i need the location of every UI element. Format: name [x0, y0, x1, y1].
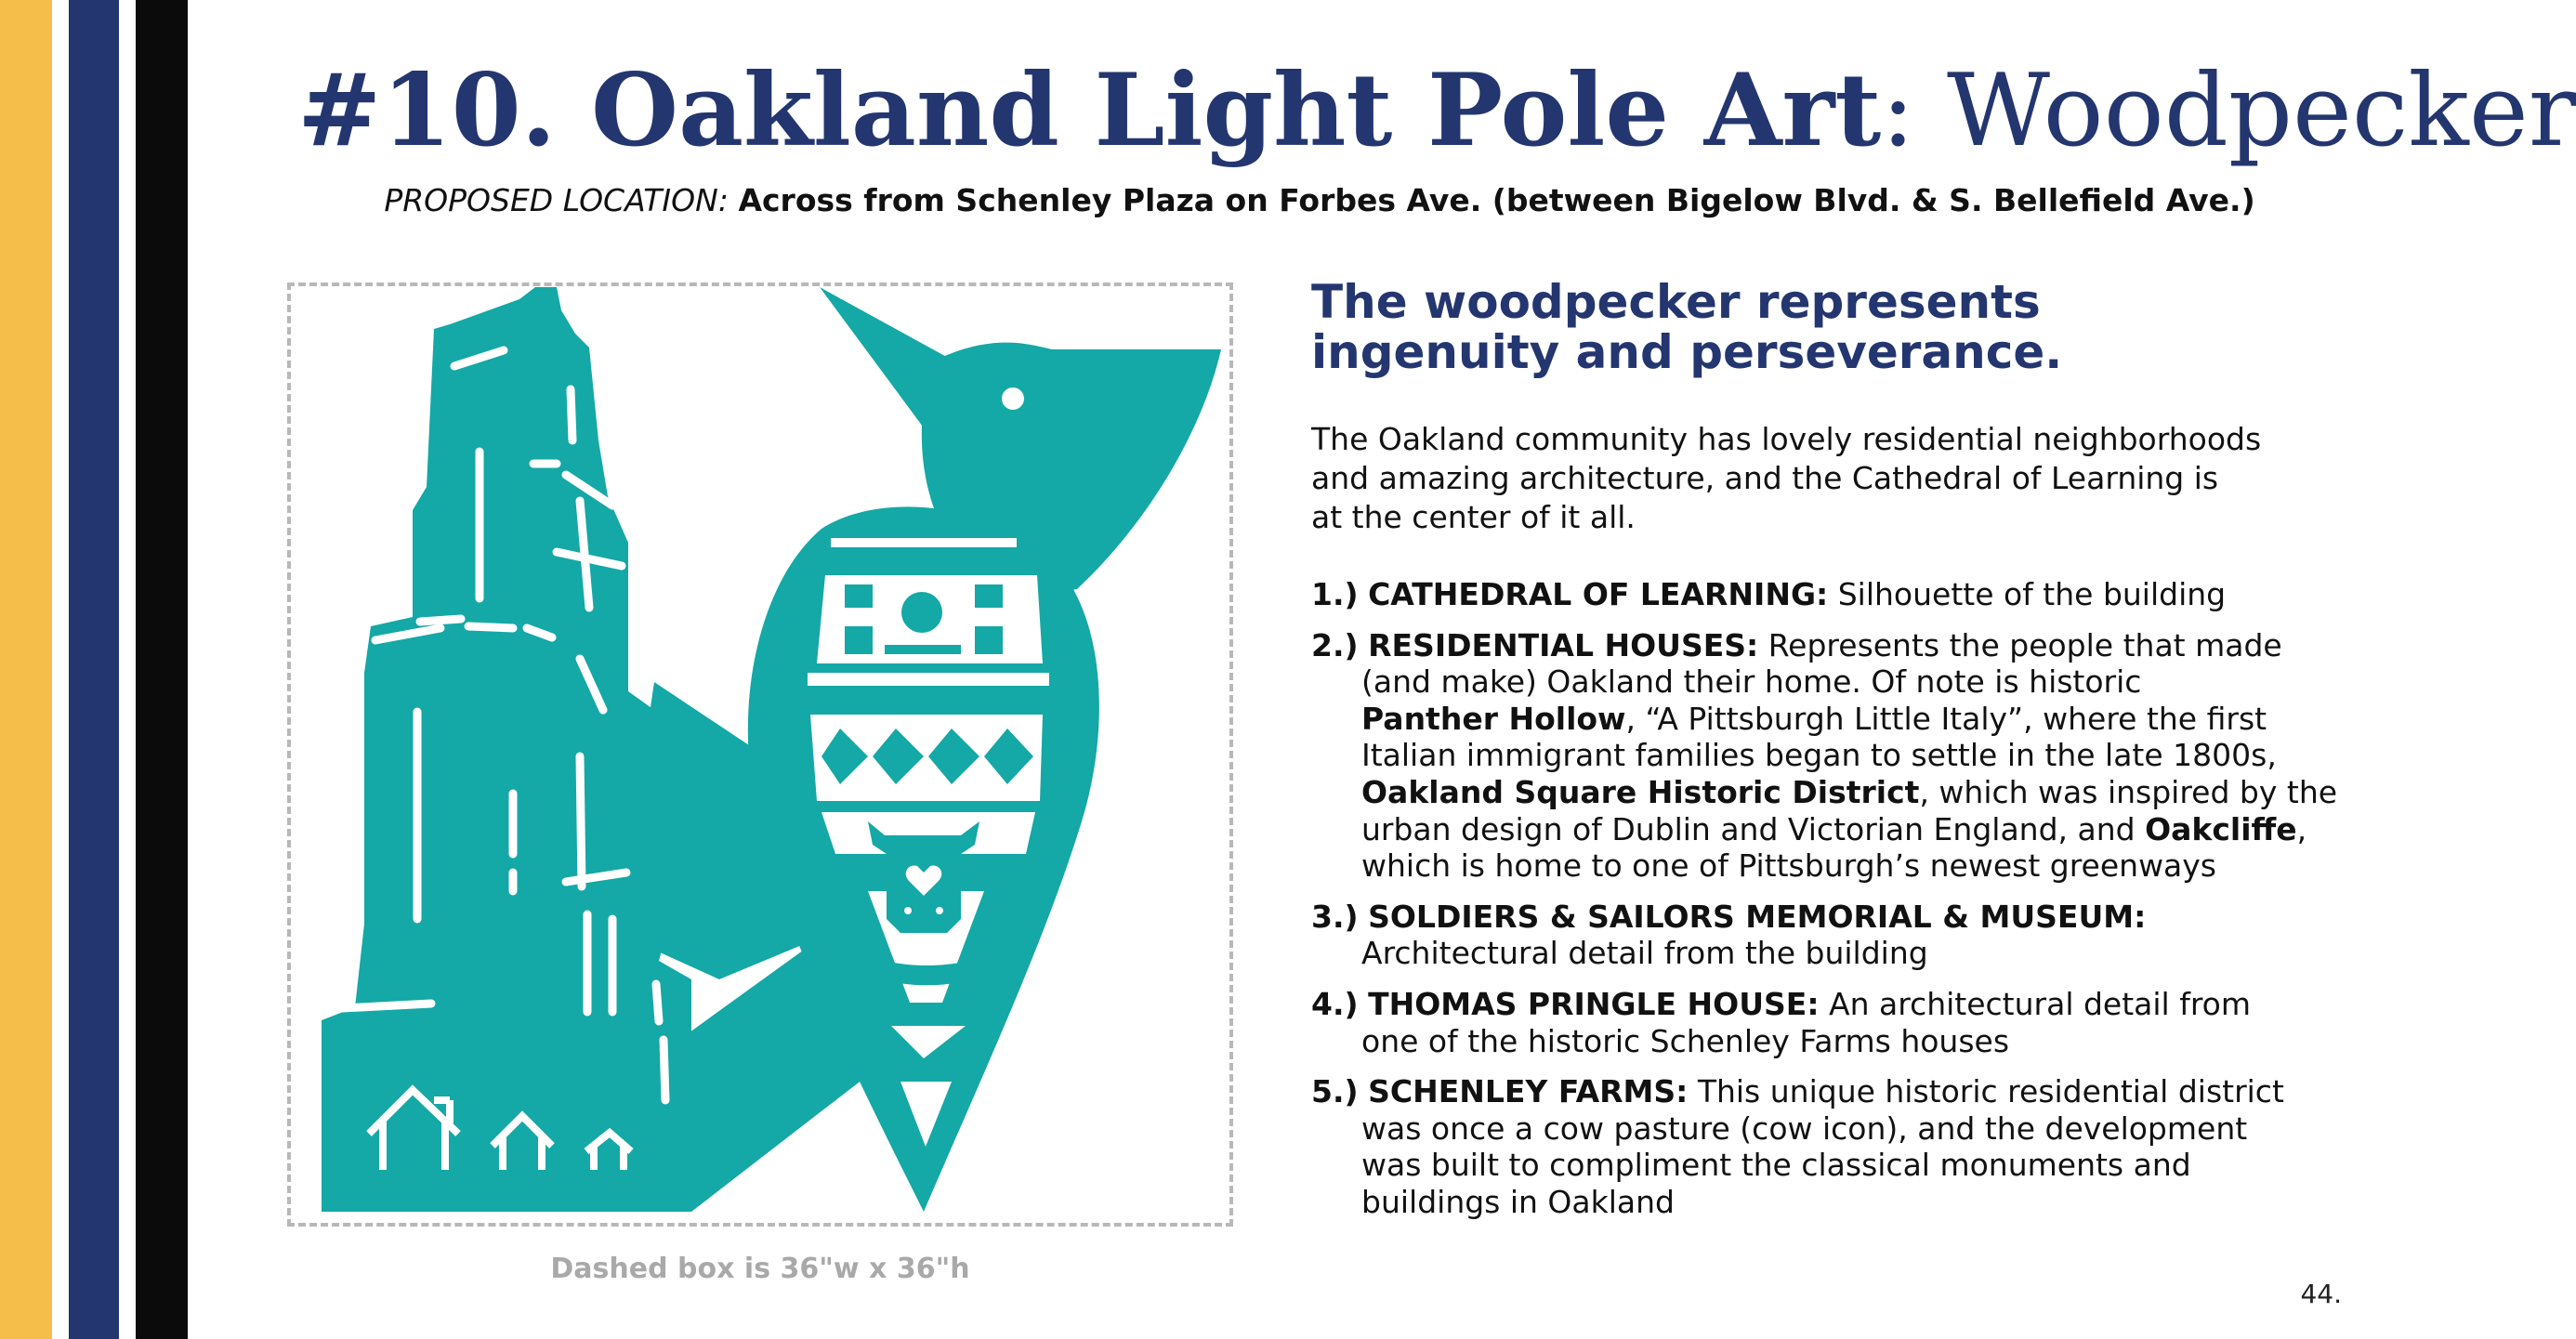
- item-text: Represents the people that made: [1758, 626, 2282, 663]
- heading-line: The woodpecker represents: [1311, 275, 2041, 329]
- item-heading: CATHEDRAL OF LEARNING:: [1368, 576, 1829, 612]
- list-item: [1311, 1073, 2333, 1220]
- item-heading: RESIDENTIAL HOUSES:: [1368, 626, 1759, 663]
- item-heading: THOMAS PRINGLE HOUSE:: [1368, 985, 1820, 1022]
- cathedral-of-learning-silhouette: [322, 287, 691, 1212]
- item-number: 2.): [1311, 626, 1359, 663]
- item-text: which is home to one of Pittsburgh’s newest greenways: [1361, 847, 2217, 885]
- woodpecker-artwork: [4, 4, 1305, 1305]
- title-bold: #10. Oakland Light Pole Art: [297, 52, 1882, 169]
- item-text: , “A Pittsburgh Little Italy”, where the first: [1625, 700, 2267, 737]
- artwork-dashed-box: [287, 282, 1233, 1227]
- place-name: Oakcliffe: [2145, 810, 2297, 847]
- intro-line: at the center of it all.: [1311, 498, 1636, 535]
- list-item: [1311, 986, 2333, 1059]
- intro-paragraph: [1311, 420, 2315, 537]
- intro-line: and amazing architecture, and the Cathedral of Learning is: [1311, 459, 2219, 496]
- list-item: [1311, 626, 2338, 885]
- features-list: [1311, 576, 2338, 1235]
- heading-line: ingenuity and perseverance.: [1311, 325, 2063, 379]
- item-text: , which was inspired by the: [1919, 773, 2338, 810]
- item-text: was built to compliment the classical monuments and: [1361, 1147, 2191, 1184]
- title-regular: : Woodpecker: [1881, 53, 2576, 169]
- item-number: 4.): [1311, 985, 1359, 1022]
- place-name: Panther Hollow: [1361, 700, 1626, 737]
- item-text: Silhouette of the building: [1828, 576, 2227, 612]
- page-number: 44.: [2300, 1279, 2342, 1309]
- list-item: [1311, 899, 2333, 972]
- item-number: 5.): [1311, 1073, 1359, 1110]
- item-heading: SCHENLEY FARMS:: [1368, 1073, 1689, 1110]
- item-text: urban design of Dublin and Victorian England, and: [1361, 810, 2146, 847]
- artwork-dimensions-caption: Dashed box is 36"w x 36"h: [550, 1253, 970, 1285]
- list-item: [1311, 576, 2333, 613]
- place-name: Oakland Square Historic District: [1361, 773, 1920, 810]
- item-text: ,: [2296, 810, 2307, 847]
- item-text: An architectural detail from: [1819, 985, 2252, 1022]
- item-heading: SOLDIERS & SAILORS MEMORIAL & MUSEUM:: [1368, 898, 2147, 935]
- item-number: 1.): [1311, 576, 1359, 612]
- location-label: PROPOSED LOCATION:: [384, 182, 729, 218]
- item-number: 3.): [1311, 898, 1359, 935]
- item-text: Architectural detail from the building: [1361, 935, 1928, 972]
- intro-line: The Oakland community has lovely residential neighborhoods: [1311, 421, 2262, 457]
- item-text: This unique historic residential district: [1688, 1073, 2284, 1110]
- item-text: (and make) Oakland their home. Of note is historic: [1361, 663, 2142, 701]
- item-text: was once a cow pasture (cow icon), and the development: [1361, 1109, 2248, 1147]
- section-heading: [1311, 277, 2287, 377]
- item-text: buildings in Oakland: [1361, 1183, 1675, 1220]
- woodpecker-eye: [1002, 387, 1024, 410]
- item-text: Italian immigrant families began to settle in the late 1800s,: [1361, 737, 2277, 774]
- item-text: one of the historic Schenley Farms houses: [1361, 1022, 2010, 1059]
- location-value: Across from Schenley Plaza on Forbes Ave. (between Bigelow Blvd. & S. Bellefield Ave.): [738, 182, 2255, 218]
